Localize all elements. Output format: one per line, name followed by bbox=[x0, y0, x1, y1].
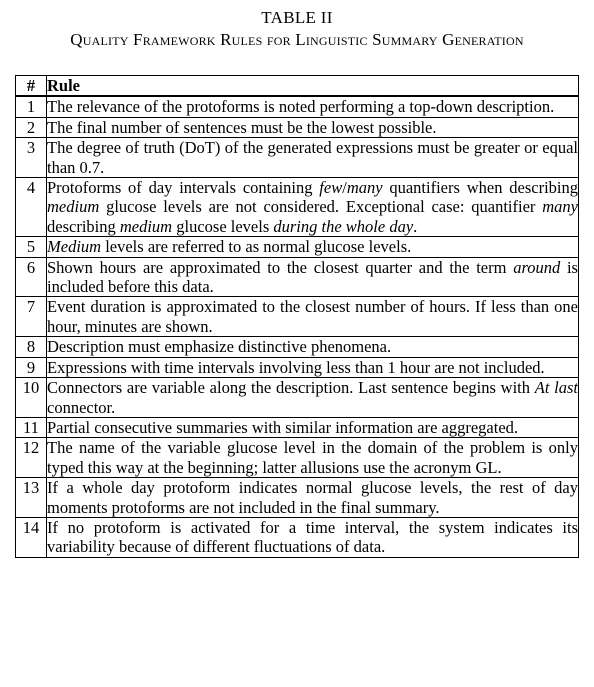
table-row bbox=[16, 96, 579, 117]
rule-number: 13 bbox=[16, 478, 47, 518]
table-row bbox=[16, 478, 579, 518]
rule-text-segment: Connectors are variable along the description. Last sentence begins with bbox=[47, 378, 535, 398]
table-row bbox=[16, 138, 579, 178]
rule-number: 1 bbox=[16, 96, 47, 117]
rule-text-segment: describing bbox=[47, 216, 120, 236]
header-row bbox=[16, 76, 579, 97]
rule-number: 6 bbox=[16, 257, 47, 297]
rule-text-italic: At last bbox=[534, 378, 578, 398]
column-header-rule: Rule bbox=[47, 76, 579, 97]
table-body bbox=[16, 96, 579, 557]
rule-text bbox=[47, 357, 579, 377]
rule-text bbox=[47, 117, 579, 137]
rule-text bbox=[47, 257, 579, 297]
rule-text-segment: The name of the variable glucose level in the domain of the problem is only typed this way at the beginning; latter allusions use the acronym GL. bbox=[47, 438, 578, 477]
rule-text-segment: Expressions with time intervals involving less than 1 hour are not included. bbox=[47, 357, 545, 377]
rule-text-italic: many bbox=[542, 197, 578, 217]
rule-text bbox=[47, 337, 579, 357]
rule-number: 4 bbox=[16, 178, 47, 237]
rule-number: 10 bbox=[16, 378, 47, 418]
rule-text-italic: medium bbox=[47, 197, 100, 217]
rule-text-segment: The relevance of the protoforms is noted performing a top-down description. bbox=[47, 97, 555, 117]
column-header-number: # bbox=[16, 76, 47, 97]
rule-text bbox=[47, 138, 579, 178]
rule-text-segment: levels are referred to as normal glucose levels. bbox=[101, 237, 412, 257]
rule-text-segment: If no protoform is activated for a time interval, the system indicates its variability because of different fluctuations of data. bbox=[47, 517, 578, 557]
table-row bbox=[16, 257, 579, 297]
rule-text-segment: glucose levels are not considered. Exceptional case: quantifier bbox=[99, 197, 543, 217]
table-row bbox=[16, 517, 579, 557]
rule-text-segment: is included before this data. bbox=[47, 257, 578, 297]
table-row bbox=[16, 417, 579, 437]
rule-number: 3 bbox=[16, 138, 47, 178]
rule-text-segment: The final number of sentences must be the lowest possible. bbox=[47, 117, 437, 137]
table-row bbox=[16, 117, 579, 137]
table-header bbox=[16, 76, 579, 97]
rule-text-segment: Partial consecutive summaries with similar information are aggregated. bbox=[47, 417, 519, 437]
rule-text-segment: If a whole day protoform indicates normal glucose levels, the rest of day moments protoforms are not included in the final summary. bbox=[47, 478, 578, 517]
rule-number: 2 bbox=[16, 117, 47, 137]
table-title: Quality Framework Rules for Linguistic Summary Generation bbox=[70, 30, 524, 49]
rule-text-segment: glucose levels bbox=[172, 216, 274, 236]
table-row bbox=[16, 297, 579, 337]
rule-text-italic: Medium bbox=[47, 237, 102, 257]
table-row bbox=[16, 438, 579, 478]
rule-text-segment: Shown hours are approximated to the closest quarter and the term bbox=[47, 257, 514, 277]
table-row bbox=[16, 178, 579, 237]
rule-text bbox=[47, 237, 579, 257]
rule-text-segment: Description must emphasize distinctive phenomena. bbox=[47, 337, 392, 357]
rule-text bbox=[47, 178, 579, 237]
rule-text bbox=[47, 438, 579, 478]
table-row bbox=[16, 237, 579, 257]
rule-text-italic: medium bbox=[119, 216, 173, 236]
rule-text-segment: / bbox=[342, 178, 347, 198]
rule-text-italic: during the whole day bbox=[273, 216, 414, 236]
rule-text-segment: connector. bbox=[47, 397, 116, 417]
rule-number: 8 bbox=[16, 337, 47, 357]
rule-number: 7 bbox=[16, 297, 47, 337]
table-row bbox=[16, 337, 579, 357]
rule-text-segment: quantifiers when describing bbox=[382, 178, 578, 198]
rule-text-italic: many bbox=[346, 178, 383, 198]
rule-text-italic: few bbox=[319, 178, 343, 198]
rule-text-segment: Protoforms of day intervals containing bbox=[47, 178, 320, 198]
table-label: TABLE II bbox=[261, 8, 333, 27]
rule-text bbox=[47, 378, 579, 418]
rule-text-segment: The degree of truth (DoT) of the generated expressions must be greater or equal than 0.7. bbox=[47, 138, 578, 177]
rule-text-segment: Event duration is approximated to the closest number of hours. If less than one hour, minutes are shown. bbox=[47, 297, 578, 336]
table-row bbox=[16, 357, 579, 377]
rule-number: 12 bbox=[16, 438, 47, 478]
rule-number: 11 bbox=[16, 417, 47, 437]
rule-number: 5 bbox=[16, 237, 47, 257]
rule-text bbox=[47, 517, 579, 557]
rule-number: 9 bbox=[16, 357, 47, 377]
rule-text-italic: around bbox=[513, 257, 561, 277]
rules-table bbox=[15, 75, 579, 558]
table-row bbox=[16, 378, 579, 418]
rule-text bbox=[47, 478, 579, 518]
rule-number: 14 bbox=[16, 517, 47, 557]
rule-text bbox=[47, 417, 579, 437]
rule-text bbox=[47, 297, 579, 337]
rule-text bbox=[47, 96, 579, 117]
rule-text-segment: . bbox=[413, 216, 418, 236]
